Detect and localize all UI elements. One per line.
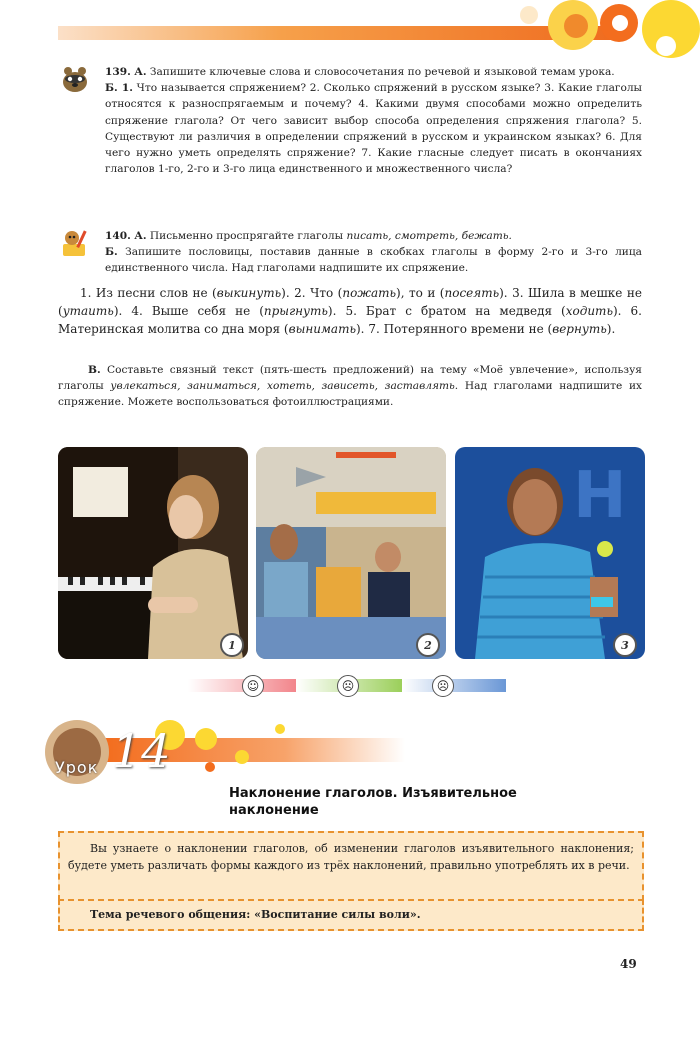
- proverb: 1. Из песни слов не (выкинуть).: [80, 286, 290, 300]
- raccoon-icon: [60, 64, 90, 94]
- exercise-139-part-b-text: Что называется спряжением? 2. Сколько спряжений в русском языке? 3. Какие глаголы относятся к разноспрягаемым и почему? 4. Какими двумя способами можно определить спряжение глагола? От чего зависит выбор способа определения спряжения глагола? 5. Существуют ли различия в определении спряжений в русском и украинском языках? 6. Для чего нужно уметь определять спряжение? 7. Какие гласные следует писать в окончаниях глаголов 1-го, 2-го и 3-го лица единственного и множественного числа?: [105, 82, 642, 176]
- exercise-140-part-v-verbs: увлекаться, заниматься, хотеть, зависеть, заставлять.: [110, 380, 459, 393]
- happy-face-icon[interactable]: ☺: [242, 675, 264, 697]
- exercise-140-part-v-text: Составьте связный текст (пять-шесть предложений) на тему «Моё увлечение», используя глаголы: [58, 364, 642, 393]
- mood-bar-blue: [402, 679, 506, 692]
- exercise-140-part-v-tail: Над глаголами надпишите их спряжение. Можете воспользоваться фотоиллюстрациями.: [58, 380, 643, 409]
- exercise-140-part-b-label: Б.: [105, 246, 118, 259]
- lesson-title-line2: наклонение: [229, 803, 319, 818]
- photo-number: 1: [220, 633, 244, 657]
- exercise-140-number: 140.: [105, 230, 131, 242]
- photo-number: 3: [613, 633, 637, 657]
- proverb: 2. Что (пожать), то и (посеять).: [294, 286, 508, 300]
- neutral-face-icon[interactable]: ☹: [337, 675, 359, 697]
- exercise-140-part-b-text: Запишите пословицы, поставив данные в скобках глаголы в форму 2-го и 3-го лица единственного числа. Над глаголами надпишите их спряжение.: [105, 246, 642, 275]
- exercise-139: [105, 64, 642, 177]
- photo-piano: [58, 447, 248, 659]
- proverb: 3. Шила в мешке не (утаить).: [58, 286, 642, 318]
- exercise-140: [105, 228, 642, 277]
- svg-text:H: H: [573, 459, 627, 533]
- page-number: 49: [620, 957, 637, 971]
- lesson-goals-text: Вы узнаете о наклонении глаголов, об изменении глаголов изъявительного наклонения; будете уметь различать формы каждого из трёх наклонений, правильно употреблять их в речи.: [68, 842, 634, 872]
- lesson-title-line1: Наклонение глаголов. Изъявительное: [229, 786, 517, 801]
- lesson-title: [229, 785, 609, 819]
- photo-tennis: [455, 447, 645, 659]
- exercise-139-part-b-label: Б. 1.: [105, 82, 133, 95]
- sad-face-icon[interactable]: ☹: [432, 675, 454, 697]
- lesson-goals-box: [58, 831, 644, 901]
- proverb: 7. Потерянного времени не (вернуть).: [368, 322, 616, 336]
- photo-number: 2: [416, 633, 440, 657]
- lesson-number: 14: [112, 724, 171, 778]
- proverb: 6. Материнская молитва со дна моря (вынимать).: [58, 304, 642, 336]
- exercise-140-part-a-text: Письменно проспрягайте глаголы: [149, 230, 344, 242]
- proverb: 4. Выше себя не (прыгнуть).: [131, 304, 337, 318]
- exercise-140-part-v-label: В.: [88, 364, 101, 376]
- writing-icon: [60, 228, 90, 258]
- speech-topic-text: Тема речевого общения: «Воспитание силы воли».: [90, 908, 421, 921]
- header-stripe: [58, 26, 618, 40]
- proverbs-list: [58, 284, 642, 338]
- lesson-word: Урок: [55, 758, 99, 777]
- exercise-139-part-a-label: А.: [134, 66, 147, 78]
- speech-topic-box: [58, 899, 644, 931]
- photo-workshop: [256, 447, 446, 659]
- exercise-140-part-v: [58, 362, 642, 411]
- exercise-139-part-a-text: Запишите ключевые слова и словосочетания по речевой и языковой темам урока.: [149, 66, 615, 78]
- exercise-139-number: 139.: [105, 66, 131, 78]
- proverb: 5. Брат с братом на медведя (ходить).: [345, 304, 622, 318]
- exercise-140-part-a-verbs: писать, смотреть, бежать.: [346, 230, 512, 242]
- exercise-140-part-a-label: А.: [134, 230, 147, 242]
